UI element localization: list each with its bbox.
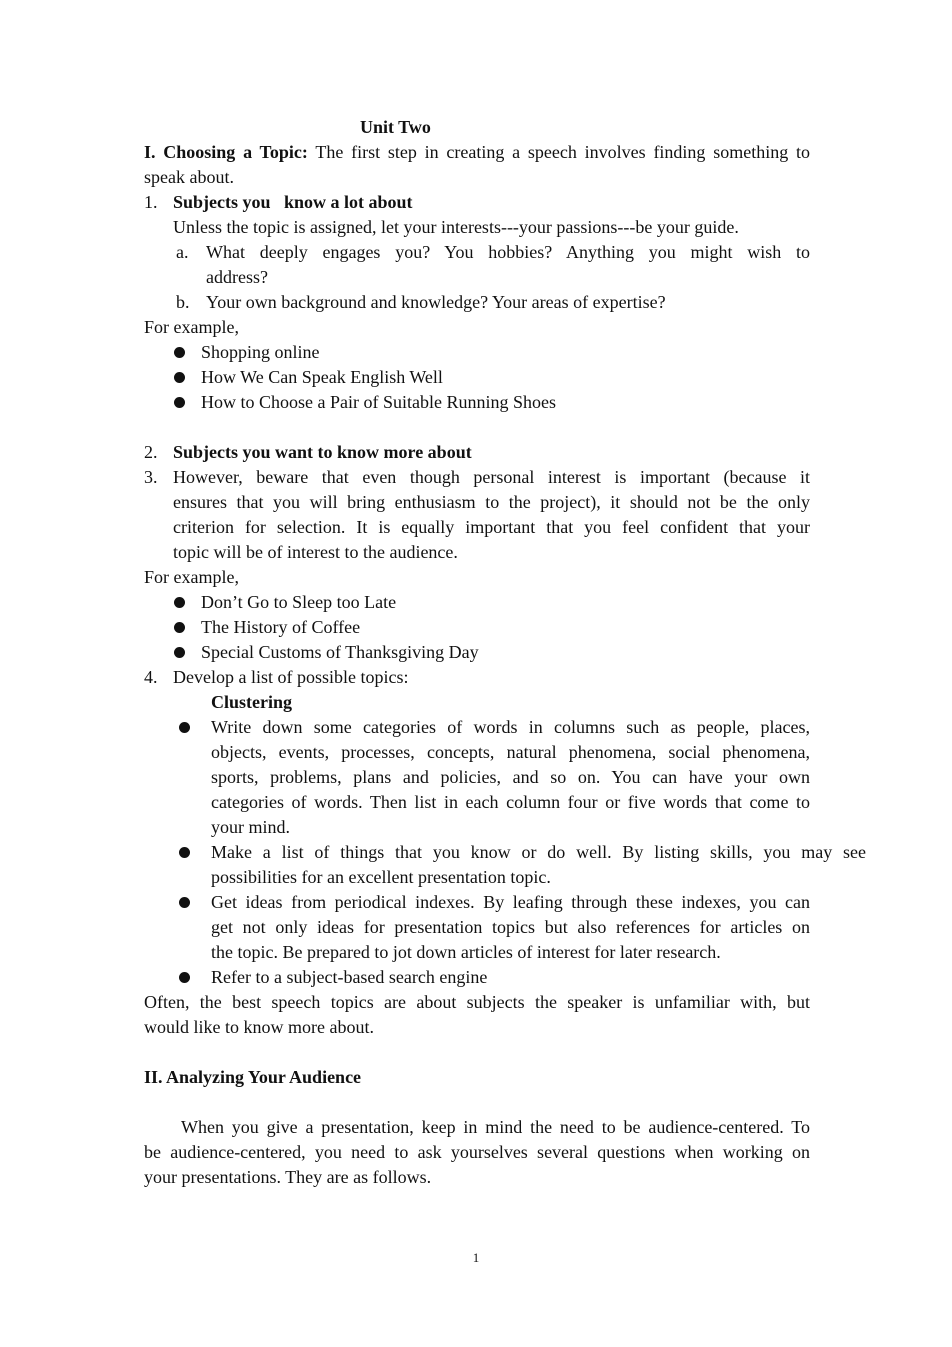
item-1-heading: Subjects you know a lot about xyxy=(173,192,413,212)
page-number: 1 xyxy=(472,1250,480,1265)
bullet-icon xyxy=(172,615,201,640)
list-number: 4. xyxy=(144,667,158,687)
sub-item-b xyxy=(144,290,810,315)
document-page xyxy=(144,115,866,1190)
section-1-heading: I. Choosing a Topic: xyxy=(144,142,308,162)
section-1-intro-cont: speak about. xyxy=(144,167,234,187)
section-1-intro-text: The first step in creating a speech involves finding something to xyxy=(315,142,810,162)
bullet-item: Get ideas from periodical indexes. By leafing through these indexes, you can get not only ideas for presentation topics but also references for articles on the topic. Be prepared to jot down articles of interest for later research. xyxy=(144,890,810,965)
list-number: 1. xyxy=(144,192,158,212)
bullet-item: How We Can Speak English Well xyxy=(144,365,810,390)
bullet-item: Special Customs of Thanksgiving Day xyxy=(144,640,810,665)
section-2-paragraph: When you give a presentation, keep in mind the need to be audience-centered. To be audience-centered, you need to ask yourselves several questions when working on your presentations. They are as follows. xyxy=(144,1117,810,1187)
bullet-item: Make a list of things that you know or do well. By listing skills, you may see possibilities for an excellent presentation topic. xyxy=(144,840,810,890)
list-item-3 xyxy=(144,465,810,565)
bullet-icon xyxy=(172,590,201,615)
bullet-icon xyxy=(172,640,201,665)
item-2-heading: Subjects you want to know more about xyxy=(173,442,472,462)
item-4-text: Develop a list of possible topics: xyxy=(173,667,409,687)
sub-item-text: Your own background and knowledge? Your areas of expertise? xyxy=(206,292,666,312)
bullet-item: Don’t Go to Sleep too Late xyxy=(144,590,810,615)
list-number: 3. xyxy=(144,467,158,487)
bullet-item: The History of Coffee xyxy=(144,615,810,640)
bullet-icon xyxy=(172,340,201,365)
example-label: For example, xyxy=(144,317,239,337)
item-1-text: Unless the topic is assigned, let your interests---your passions---be your guide. xyxy=(173,217,739,237)
list-number: 2. xyxy=(144,442,158,462)
list-item-2 xyxy=(144,440,810,465)
bullet-item: How to Choose a Pair of Suitable Running Shoes xyxy=(144,390,810,415)
list-item-1 xyxy=(144,190,810,215)
sub-letter: a. xyxy=(176,242,189,262)
section-2-heading: II. Analyzing Your Audience xyxy=(144,1067,362,1087)
example-label: For example, xyxy=(144,567,239,587)
bullet-icon xyxy=(178,965,211,990)
item-3-text: However, beware that even though personal interest is important (because it ensures that you will bring enthusiasm to the project), it should not be the only criterion for selection. It is equally important that you feel confident that your topic will be of interest to the audience. xyxy=(173,467,810,562)
bullet-item: Shopping online xyxy=(144,340,810,365)
bullet-item: Refer to a subject-based search engine xyxy=(144,965,810,990)
bullet-icon xyxy=(178,715,211,840)
sub-item-a: a. What deeply engages you? You hobbies? Anything you might wish to address? xyxy=(144,240,810,290)
bullet-icon xyxy=(172,390,201,415)
bullet-icon xyxy=(172,365,201,390)
closing-paragraph: Often, the best speech topics are about subjects the speaker is unfamiliar with, but would like to know more about. xyxy=(144,992,810,1037)
bullet-icon xyxy=(178,890,211,965)
list-item-4 xyxy=(144,665,810,690)
page-title: Unit Two xyxy=(360,117,431,137)
clustering-heading: Clustering xyxy=(211,692,292,712)
bullet-item: Write down some categories of words in columns such as people, places, objects, events, processes, concepts, natural phenomena, social phenomena, sports, problems, plans and policies, and so on. You can have your own categories of words. Then list in each column four or five words that come to your mind. xyxy=(144,715,810,840)
bullet-icon xyxy=(178,840,211,890)
section-1-intro xyxy=(144,140,810,190)
sub-letter: b. xyxy=(176,292,190,312)
